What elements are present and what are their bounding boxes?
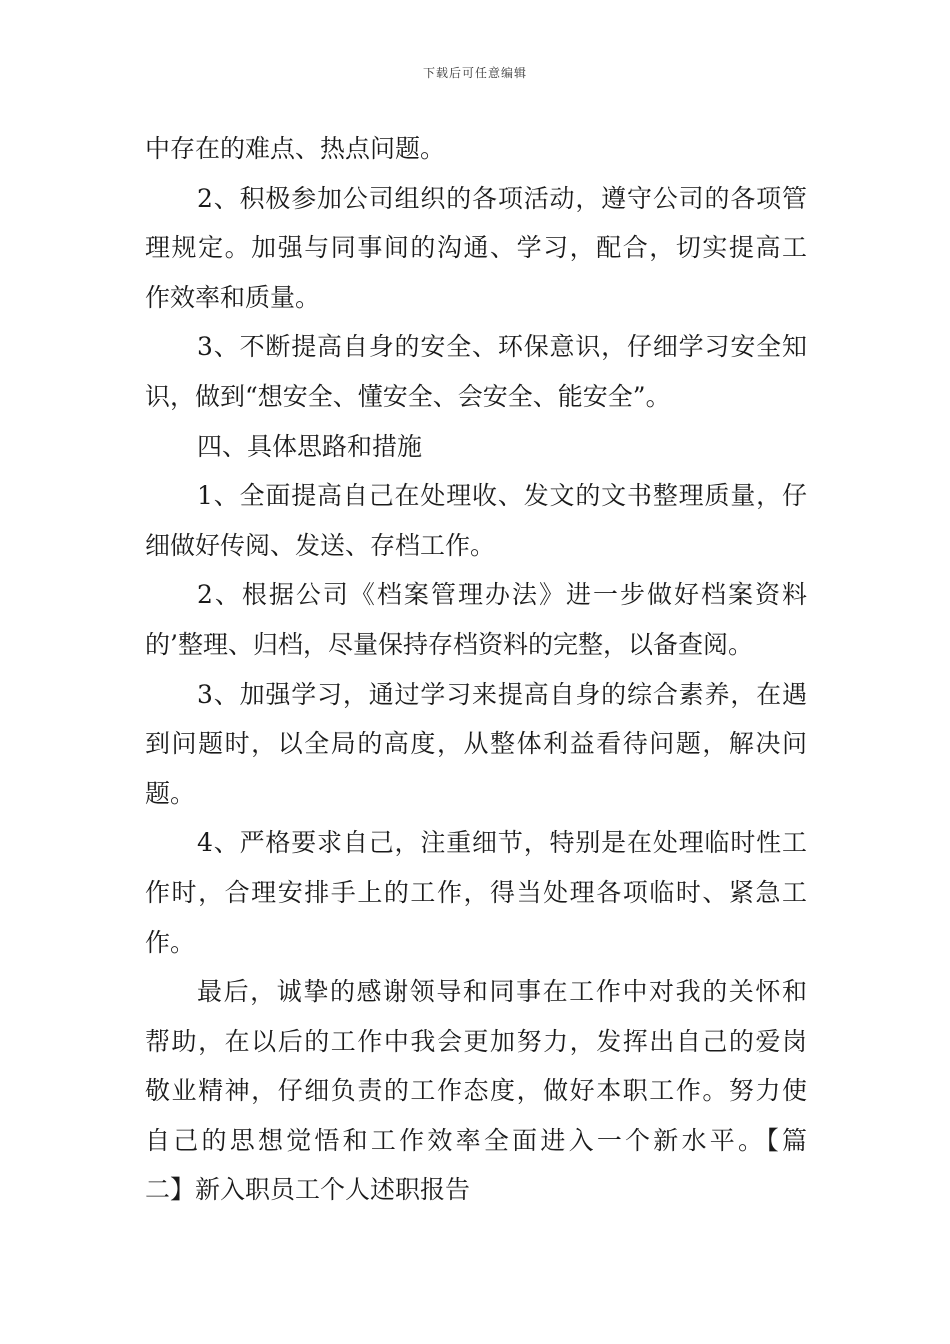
text-line: 识，做到“想安全、懂安全、会安全、能安全”。 xyxy=(145,381,671,411)
text-line: 4、严格要求自己，注重细节，特别是在处理临时性工 xyxy=(197,828,807,858)
text-line: 2、根据公司《档案管理办法》进一步做好档案资料 xyxy=(197,580,807,610)
text-line: 作。 xyxy=(145,927,196,957)
text-line: 帮助，在以后的工作中我会更加努力，发挥出自己的爱岗 xyxy=(145,1026,807,1056)
text-line: 四、具体思路和措施 xyxy=(197,431,423,461)
text-line: 理规定。加强与同事间的沟通、学习，配合，切实提高工 xyxy=(145,233,807,263)
text-line: 题。 xyxy=(145,778,196,808)
header-note: 下载后可任意编辑 xyxy=(422,66,527,80)
text-line: 作效率和质量。 xyxy=(145,282,321,312)
text-line: 1、全面提高自己在处理收、发文的文书整理质量，仔 xyxy=(197,481,807,511)
text-line: 敬业精神，仔细负责的工作态度，做好本职工作。努力使 xyxy=(145,1076,807,1106)
text-line: 自己的思想觉悟和工作效率全面进入一个新水平。【篇 xyxy=(145,1125,807,1155)
text-line: 最后，诚挚的感谢领导和同事在工作中对我的关怀和 xyxy=(197,977,807,1007)
text-line: 2、积极参加公司组织的各项活动，遵守公司的各项管 xyxy=(197,183,807,213)
text-line: 的’整理、归档，尽量保持存档资料的完整，以备查阅。 xyxy=(145,629,753,659)
text-line: 到问题时，以全局的高度，从整体利益看待问题，解决问 xyxy=(145,729,807,759)
text-line: 二】新入职员工个人述职报告 xyxy=(145,1175,471,1205)
text-line: 作时，合理安排手上的工作，得当处理各项临时、紧急工 xyxy=(145,877,807,907)
document-body xyxy=(145,124,807,1215)
text-line: 3、不断提高自身的安全、环保意识，仔细学习安全知 xyxy=(197,332,807,362)
text-line: 中存在的难点、热点问题。 xyxy=(145,134,446,163)
text-line: 3、加强学习，通过学习来提高自身的综合素养，在遇 xyxy=(197,679,807,709)
text-line: 细做好传阅、发送、存档工作。 xyxy=(145,530,496,560)
